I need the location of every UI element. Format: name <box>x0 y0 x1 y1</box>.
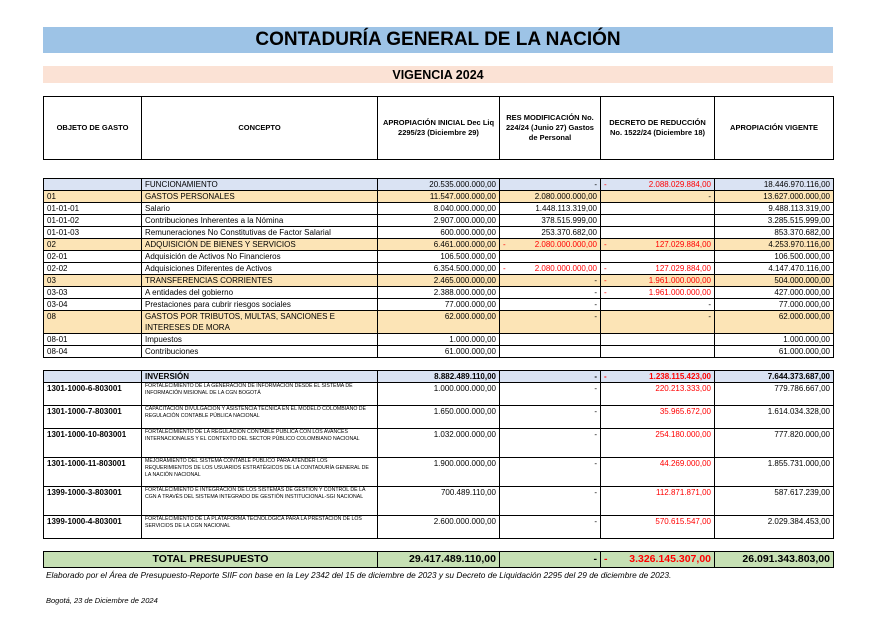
table-row <box>44 287 834 299</box>
row-modificacion: - 2.080.000.000,00 <box>500 263 601 275</box>
row-modificacion: 378.515.999,00 <box>500 215 601 227</box>
row-concept: MEJORAMIENTO DEL SISTEMA CONTABLE PÚBLICO PARA ATENDER LOS REQUERIMIENTOS DE LOS USUARIOS ESTRATÉGICOS DE LA CONTADURÍA GENERAL DE LA NACIÓN NACIONAL <box>142 458 378 487</box>
row-reduccion: - 1.961.000.000,00 <box>601 275 715 287</box>
row-inicial: 11.547.000.000,00 <box>378 191 500 203</box>
row-code: 01-01-01 <box>44 203 142 215</box>
row-vigente: 504.000.000,00 <box>715 275 834 287</box>
table-row <box>44 299 834 311</box>
row-modificacion: 2.080.000.000,00 <box>500 191 601 203</box>
row-code: 02 <box>44 239 142 251</box>
footer-note: Elaborado por el Área de Presupuesto-Reporte SIIF con base en la Ley 2342 del 15 de diciembre de 2023 y su Decreto de Liquidación 2295 del 29 de diciembre de 2023. <box>46 570 672 580</box>
row-reduccion: 570.615.547,00 <box>601 516 715 539</box>
row-vigente: 62.000.000,00 <box>715 311 834 334</box>
table-row <box>44 263 834 275</box>
page-title: CONTADURÍA GENERAL DE LA NACIÓN <box>43 27 833 53</box>
row-concept: Prestaciones para cubrir riesgos sociales <box>142 299 378 311</box>
row-vigente: 1.855.731.000,00 <box>715 458 834 487</box>
total-label: TOTAL PRESUPUESTO <box>44 552 378 568</box>
table-row <box>44 487 834 516</box>
row-inicial: 700.489.110,00 <box>378 487 500 516</box>
row-concept: Salario <box>142 203 378 215</box>
budget-header <box>43 96 834 160</box>
row-vigente: 777.820.000,00 <box>715 429 834 458</box>
row-inicial: 1.650.000.000,00 <box>378 406 500 429</box>
total-reduccion: - 3.326.145.307,00 <box>601 552 715 568</box>
table-row <box>44 239 834 251</box>
row-reduccion: 254.180.000,00 <box>601 429 715 458</box>
row-concept: Impuestos <box>142 334 378 346</box>
row-vigente: 4.147.470.116,00 <box>715 263 834 275</box>
header-res-modificacion: RES MODIFICACIÓN No. 224/24 (Junio 27) Gastos de Personal <box>500 97 601 160</box>
row-reduccion <box>601 334 715 346</box>
row-inicial: 8.040.000.000,00 <box>378 203 500 215</box>
row-modificacion: - <box>500 287 601 299</box>
table-row <box>44 334 834 346</box>
row-code: 1301-1000-10-803001 <box>44 429 142 458</box>
row-inicial: 8.882.489.110,00 <box>378 371 500 383</box>
row-inicial: 106.500.000,00 <box>378 251 500 263</box>
row-inicial: 1.900.000.000,00 <box>378 458 500 487</box>
row-reduccion: - <box>601 311 715 334</box>
row-vigente: 4.253.970.116,00 <box>715 239 834 251</box>
row-code <box>44 371 142 383</box>
row-vigente: 13.627.000.000,00 <box>715 191 834 203</box>
row-concept: Contribuciones Inherentes a la Nómina <box>142 215 378 227</box>
row-modificacion: - <box>500 406 601 429</box>
row-modificacion: - <box>500 275 601 287</box>
row-concept: ADQUISICIÓN DE BIENES Y SERVICIOS <box>142 239 378 251</box>
row-concept: Remuneraciones No Constitutivas de Factor Salarial <box>142 227 378 239</box>
row-modificacion: - <box>500 179 601 191</box>
total-inicial: 29.417.489.110,00 <box>378 552 500 568</box>
row-inicial: 2.388.000.000,00 <box>378 287 500 299</box>
row-modificacion: 1.448.113.319,00 <box>500 203 601 215</box>
row-reduccion: - 127.029.884,00 <box>601 239 715 251</box>
row-code <box>44 179 142 191</box>
row-code: 1301-1000-6-803001 <box>44 383 142 406</box>
row-reduccion <box>601 251 715 263</box>
header-apropiacion-vigente: APROPIACIÓN VIGENTE <box>715 97 834 160</box>
total-row <box>44 552 834 568</box>
row-reduccion: - 1.961.000.000,00 <box>601 287 715 299</box>
table-row <box>44 191 834 203</box>
row-reduccion: - 2.088.029.884,00 <box>601 179 715 191</box>
row-vigente: 61.000.000,00 <box>715 346 834 358</box>
row-vigente: 7.644.373.687,00 <box>715 371 834 383</box>
row-inicial: 2.907.000.000,00 <box>378 215 500 227</box>
row-code: 01-01-02 <box>44 215 142 227</box>
row-modificacion: - <box>500 383 601 406</box>
row-concept: FORTALECIMIENTO DE LA REGULACIÓN CONTABLE PÚBLICA CON LOS AVANCES INTERNACIONALES Y EL CONTEXTO DEL SECTOR PÚBLICO COLOMBIANO NACIONAL <box>142 429 378 458</box>
table-row <box>44 429 834 458</box>
row-concept: A entidades del gobierno <box>142 287 378 299</box>
row-inicial: 6.354.500.000,00 <box>378 263 500 275</box>
row-vigente: 1.614.034.328,00 <box>715 406 834 429</box>
row-inicial: 77.000.000,00 <box>378 299 500 311</box>
header-apropiacion-inicial: APROPIACIÓN INICIAL Dec Liq 2295/23 (Diciembre 29) <box>378 97 500 160</box>
row-code: 1301-1000-11-803001 <box>44 458 142 487</box>
table-row <box>44 179 834 191</box>
row-modificacion: - <box>500 311 601 334</box>
row-inicial: 2.600.000.000,00 <box>378 516 500 539</box>
row-modificacion: - <box>500 487 601 516</box>
row-reduccion: - <box>601 299 715 311</box>
total-modificacion: - <box>500 552 601 568</box>
row-vigente: 427.000.000,00 <box>715 287 834 299</box>
row-reduccion: - 127.029.884,00 <box>601 263 715 275</box>
row-code: 1399-1000-4-803001 <box>44 516 142 539</box>
row-vigente: 2.029.384.453,00 <box>715 516 834 539</box>
table-row <box>44 406 834 429</box>
row-concept: TRANSFERENCIAS CORRIENTES <box>142 275 378 287</box>
row-inicial: 1.032.000.000,00 <box>378 429 500 458</box>
table-row <box>44 346 834 358</box>
row-inicial: 61.000.000,00 <box>378 346 500 358</box>
table-row <box>44 275 834 287</box>
table-row <box>44 251 834 263</box>
row-vigente: 779.786.667,00 <box>715 383 834 406</box>
table-row <box>44 203 834 215</box>
row-concept: GASTOS PERSONALES <box>142 191 378 203</box>
row-concept: FORTALECIMIENTO E INTEGRACIÓN DE LOS SISTEMAS DE GESTIÓN Y CONTROL DE LA CGN A TRAVÉS DEL SISTEMA INTEGRADO DE GESTIÓN INSTITUCIONAL-SGI NACIONAL <box>142 487 378 516</box>
row-concept: Adquisición de Activos No Financieros <box>142 251 378 263</box>
row-reduccion: 220.213.333,00 <box>601 383 715 406</box>
row-vigente: 18.446.970.116,00 <box>715 179 834 191</box>
row-concept: FORTALECIMIENTO DE LA GENERACIÓN DE INFORMACIÓN DESDE EL SISTEMA DE INFORMACIÓN MISIONAL DE LA CGN BOGOTÁ <box>142 383 378 406</box>
table-row <box>44 458 834 487</box>
table-row <box>44 311 834 334</box>
table-row <box>44 215 834 227</box>
header-decreto-reduccion: DECRETO DE REDUCCIÓN No. 1522/24 (Diciembre 18) <box>601 97 715 160</box>
table-row <box>44 227 834 239</box>
row-vigente: 1.000.000,00 <box>715 334 834 346</box>
row-modificacion: - <box>500 429 601 458</box>
row-code: 01 <box>44 191 142 203</box>
row-modificacion: 253.370.682,00 <box>500 227 601 239</box>
row-reduccion <box>601 346 715 358</box>
footer-date: Bogotá, 23 de Diciembre de 2024 <box>46 596 158 605</box>
row-inicial: 62.000.000,00 <box>378 311 500 334</box>
row-code: 03 <box>44 275 142 287</box>
row-code: 1399-1000-3-803001 <box>44 487 142 516</box>
row-code: 1301-1000-7-803001 <box>44 406 142 429</box>
row-reduccion: 44.269.000,00 <box>601 458 715 487</box>
total-vigente: 26.091.343.803,00 <box>715 552 834 568</box>
row-concept: CAPACITACIÓN DIVULGACIÓN Y ASISTENCIA TÉCNICA EN EL MODELO COLOMBIANO DE REGULACIÓN CONTABLE PÚBLICA NACIONAL <box>142 406 378 429</box>
row-inicial: 600.000.000,00 <box>378 227 500 239</box>
row-concept: Contribuciones <box>142 346 378 358</box>
row-modificacion: - 2.080.000.000,00 <box>500 239 601 251</box>
row-modificacion: - <box>500 458 601 487</box>
row-inicial: 1.000.000.000,00 <box>378 383 500 406</box>
row-modificacion <box>500 346 601 358</box>
row-modificacion: - <box>500 516 601 539</box>
row-code: 03-03 <box>44 287 142 299</box>
row-reduccion <box>601 203 715 215</box>
row-code: 02-02 <box>44 263 142 275</box>
table-row <box>44 516 834 539</box>
budget-table <box>43 172 834 568</box>
table-row <box>44 383 834 406</box>
row-modificacion <box>500 251 601 263</box>
row-inicial: 6.461.000.000,00 <box>378 239 500 251</box>
row-concept: INVERSIÓN <box>142 371 378 383</box>
table-row <box>44 371 834 383</box>
row-code: 08 <box>44 311 142 334</box>
header-objeto: OBJETO DE GASTO <box>44 97 142 160</box>
row-reduccion: - 1.238.115.423,00 <box>601 371 715 383</box>
row-inicial: 1.000.000,00 <box>378 334 500 346</box>
row-code: 08-01 <box>44 334 142 346</box>
row-concept: GASTOS POR TRIBUTOS, MULTAS, SANCIONES E INTERESES DE MORA <box>142 311 378 334</box>
row-concept: Adquisiciones Diferentes de Activos <box>142 263 378 275</box>
row-inicial: 20.535.000.000,00 <box>378 179 500 191</box>
row-concept: FUNCIONAMIENTO <box>142 179 378 191</box>
row-vigente: 9.488.113.319,00 <box>715 203 834 215</box>
row-code: 01-01-03 <box>44 227 142 239</box>
row-inicial: 2.465.000.000,00 <box>378 275 500 287</box>
row-code: 02-01 <box>44 251 142 263</box>
row-vigente: 77.000.000,00 <box>715 299 834 311</box>
row-vigente: 587.617.239,00 <box>715 487 834 516</box>
header-concepto: CONCEPTO <box>142 97 378 160</box>
row-modificacion: - <box>500 371 601 383</box>
row-vigente: 853.370.682,00 <box>715 227 834 239</box>
vigencia-title: VIGENCIA 2024 <box>43 66 833 83</box>
row-modificacion <box>500 334 601 346</box>
row-reduccion <box>601 215 715 227</box>
row-reduccion: - <box>601 191 715 203</box>
row-vigente: 106.500.000,00 <box>715 251 834 263</box>
row-code: 08-04 <box>44 346 142 358</box>
row-vigente: 3.285.515.999,00 <box>715 215 834 227</box>
row-concept: FORTALECIMIENTO DE LA PLATAFORMA TECNOLÓGICA PARA LA PRESTACIÓN DE LOS SERVICIOS DE LA CGN NACIONAL <box>142 516 378 539</box>
row-reduccion: 112.871.871,00 <box>601 487 715 516</box>
row-modificacion: - <box>500 299 601 311</box>
row-reduccion <box>601 227 715 239</box>
row-reduccion: 35.965.672,00 <box>601 406 715 429</box>
row-code: 03-04 <box>44 299 142 311</box>
